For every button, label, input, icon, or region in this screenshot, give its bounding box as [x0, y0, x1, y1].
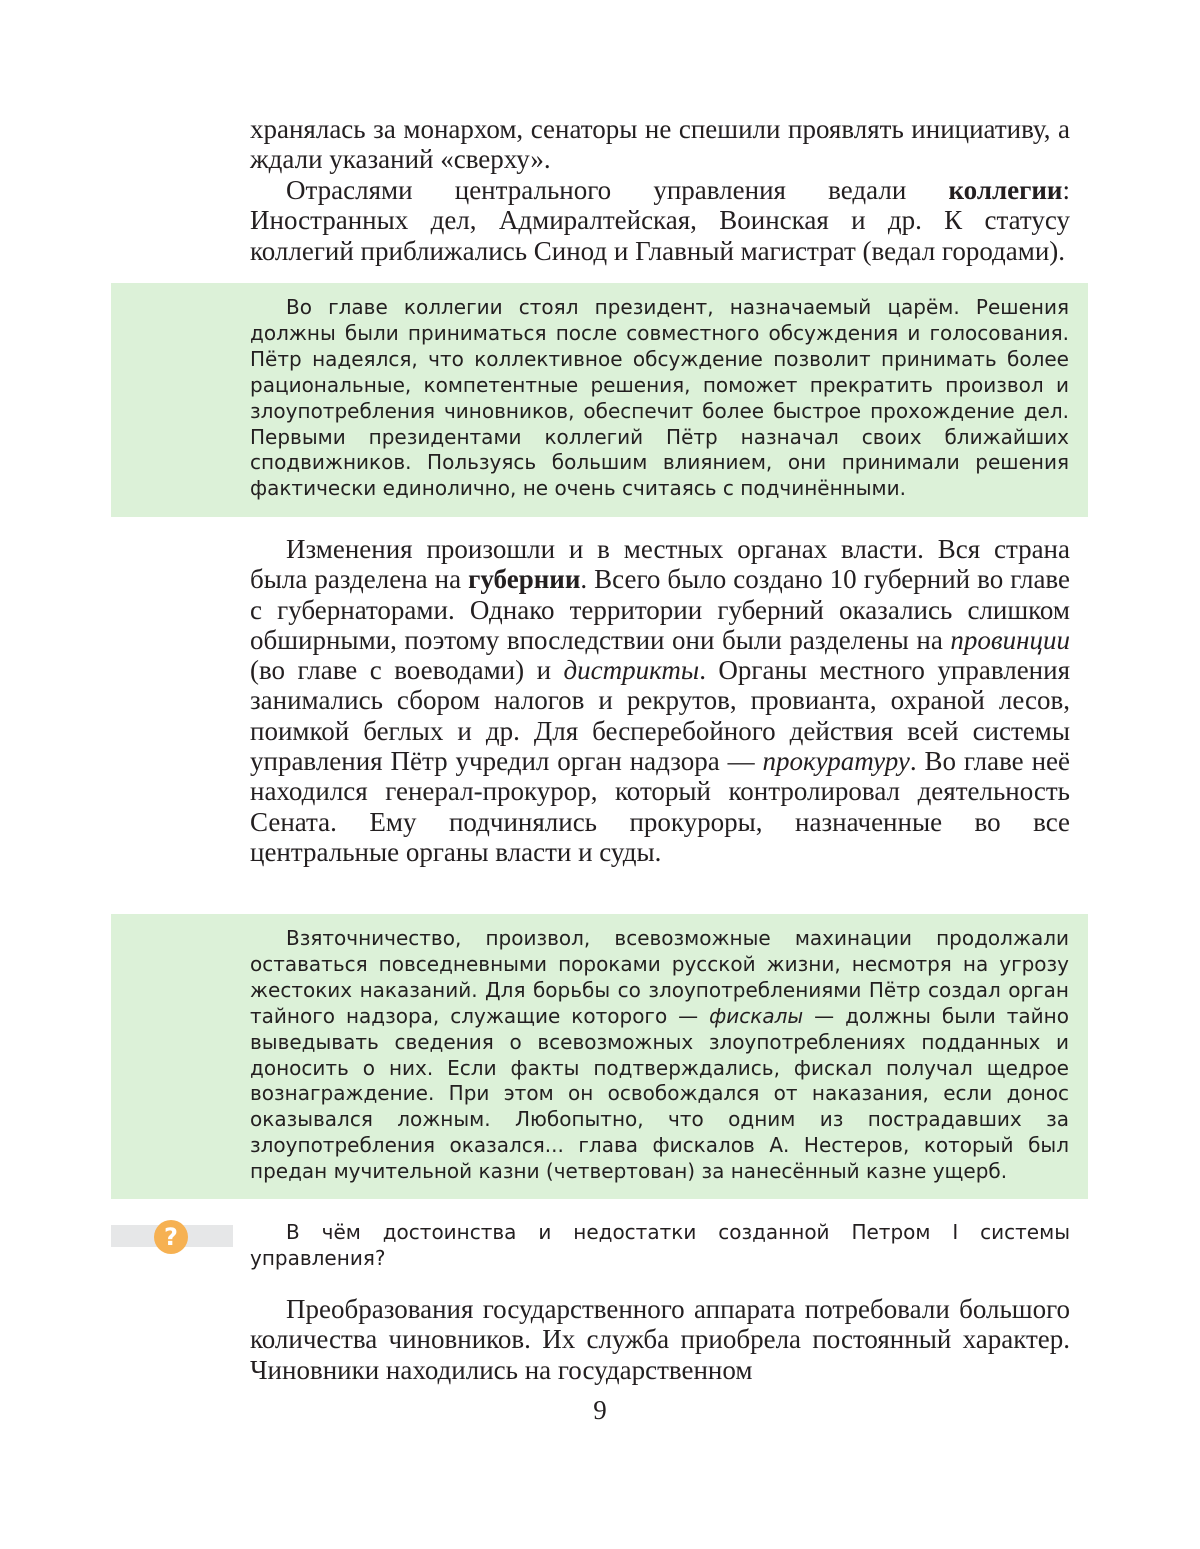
term-collegia: коллегии	[948, 175, 1063, 205]
text-run: : Иностранных дел, Адмиралтейская, Воинская и др. К статусу коллегий приближались Синод и Главный магистрат (ведал городами).	[250, 175, 1070, 266]
text-run: . Во главе неё находился генерал-прокурор, который контролировал деятельность Сената. Ему подчинялись прокуроры, назначенные во все центральные органы власти и суды.	[250, 746, 1070, 867]
text-run: Взяточничество, произвол, всевозможные махинации продолжали оставаться повседневными пороками русской жизни, несмотря на угрозу жестоких наказаний. Для борьбы со злоупотреблениями Пётр создал орган тайного надзора, служащие которого —	[250, 926, 1069, 1028]
info-box-collegia	[111, 283, 1088, 517]
paragraph-continuation: хранялась за монархом, сенаторы не спешили проявлять инициативу, а ждали указаний «сверху».	[250, 114, 1070, 175]
term-fiskaly: фискалы	[709, 1003, 804, 1028]
question-text: В чём достоинства и недостатки созданной Петром I системы управления?	[250, 1220, 1070, 1270]
info-box-fiscals	[111, 914, 1088, 1199]
paragraph-local-government	[250, 534, 1070, 867]
text-run: Отраслями центрального управления ведали	[286, 175, 949, 205]
text-run: — должны были тайно выведывать сведения о всевозможных злоупотреблениях подданных и доносить о них. Если факты подтверждались, фискал получал щедрое вознаграждение. При этом он освобождался от наказания, если донос оказывался ложным. Любопытно, что одним из пострадавших за злоупотребления оказался... глава фискалов А. Нестеров, который был предан мучительной казни (четвертован) за нанесённый казне ущерб.	[250, 1003, 1069, 1184]
info-box-text	[250, 926, 1069, 1185]
term-gubernii: губернии	[468, 564, 581, 595]
term-distrikty: дистрикты	[563, 655, 700, 686]
paragraph-officials: Преобразования государственного аппарата потребовали большого количества чиновников. Их служба приобрела постоянный характер. Чиновники находились на государственном	[250, 1294, 1070, 1385]
text-run: Изменения произошли и в местных органах власти. Вся страна была разделена на	[250, 534, 1070, 595]
info-box-text: Во главе коллегии стоял президент, назначаемый царём. Решения должны были приниматься после совместного обсуждения и голосования. Пётр надеялся, что коллективное обсуждение позволит принимать более рациональные, компетентные решения, поможет прекратить произвол и злоупотребления чиновников, обеспечит более быстрое прохождение дел. Первыми президентами коллегий Пётр назначал своих ближайших сподвижников. Пользуясь большим влиянием, они принимали решения фактически единолично, не очень считаясь с подчинёнными.	[250, 295, 1069, 501]
term-prokuratura: прокуратуру	[762, 746, 910, 777]
term-provintsii: провинции	[950, 624, 1070, 655]
paragraph-collegia-text	[250, 175, 1070, 266]
paragraph-collegia	[250, 175, 1070, 266]
text-run: (во главе с воеводами) и	[250, 655, 564, 686]
question-icon: ?	[154, 1220, 188, 1254]
text-run: . Органы местного управления занимались сбором налогов и рекрутов, провианта, охраной лесов, поимкой беглых и др. Для бесперебойного действия всей системы управления Пётр учредил орган надзора —	[250, 655, 1070, 777]
page-number: 9	[593, 1395, 607, 1425]
text-run: . Всего было создано 10 губерний во главе с губернаторами. Однако территории губерний оказались слишком обширными, поэтому впоследствии они были разделены на	[250, 564, 1070, 655]
